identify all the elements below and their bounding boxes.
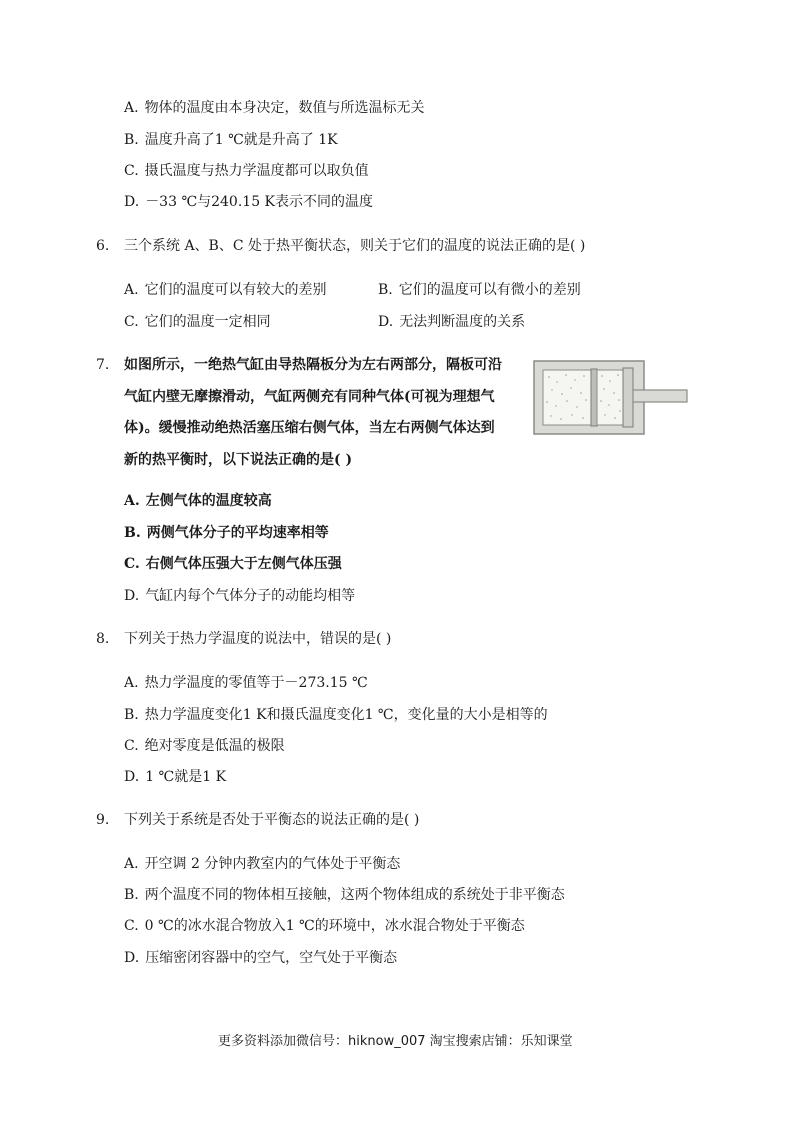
- option-text: 它们的温度可以有微小的差别: [398, 282, 581, 298]
- q8-option-c: [124, 736, 285, 756]
- option-text: 0 ℃的冰水混合物放入1 ℃的环境中，冰水混合物处于平衡态: [144, 918, 525, 934]
- option-key: A.: [124, 493, 140, 509]
- option-key: B.: [124, 707, 139, 723]
- q9-option-c: [124, 916, 525, 936]
- q6-option-c: [124, 312, 271, 332]
- option-key: D.: [378, 314, 394, 330]
- q5-option-c: [124, 161, 369, 181]
- page-footer: 更多资料添加微信号：hiknow_007 淘宝搜索店铺：乐知课堂: [218, 1034, 573, 1049]
- option-key: C.: [124, 556, 140, 572]
- q9-number: 9.: [96, 812, 110, 828]
- option-text: 它们的温度可以有较大的差别: [144, 282, 327, 298]
- q8-number: 8.: [96, 631, 110, 647]
- option-key: D.: [124, 588, 140, 604]
- option-key: C.: [124, 314, 139, 330]
- right-chamber: [597, 370, 623, 425]
- option-key: C.: [124, 738, 139, 754]
- q9-option-d: [124, 948, 397, 968]
- q6-option-d: [378, 312, 525, 332]
- option-key: C.: [124, 163, 139, 179]
- q7-stem-line-1: 如图所示，一绝热气缸由导热隔板分为左右两部分，隔板可沿: [124, 357, 502, 373]
- option-text: 两个温度不同的物体相互接触，这两个物体组成的系统处于非平衡态: [144, 887, 565, 903]
- q7-option-d: [124, 586, 355, 606]
- q9-option-a: [124, 854, 400, 874]
- piston-rod: [633, 390, 687, 402]
- option-text: 热力学温度的零值等于－273.15 ℃: [144, 675, 368, 691]
- option-text: 无法判断温度的关系: [399, 314, 526, 330]
- option-key: D.: [124, 769, 140, 785]
- q5-option-a: [124, 98, 425, 118]
- option-text: 物体的温度由本身决定，数值与所选温标无关: [144, 100, 425, 116]
- cylinder-diagram: [533, 360, 688, 435]
- option-key: A.: [124, 675, 139, 691]
- q7-option-c: [124, 554, 342, 574]
- q5-option-b: [124, 130, 338, 150]
- option-key: B.: [124, 887, 139, 903]
- piston: [623, 368, 633, 427]
- option-key: A.: [124, 100, 139, 116]
- option-key: B.: [124, 525, 141, 541]
- option-text: 左侧气体的温度较高: [145, 493, 272, 509]
- q6-number: 6.: [96, 238, 110, 254]
- q7-option-a: [124, 491, 272, 511]
- q8-stem: 下列关于热力学温度的说法中，错误的是( ): [124, 631, 392, 647]
- option-text: 压缩密闭容器中的空气，空气处于平衡态: [145, 950, 398, 966]
- option-text: 温度升高了1 ℃就是升高了 1K: [144, 132, 338, 148]
- q7-stem-line-2: 气缸内壁无摩擦滑动，气缸两侧充有同种气体(可视为理想气: [124, 389, 495, 405]
- option-text: 热力学温度变化1 K和摄氏温度变化1 ℃，变化量的大小是相等的: [144, 707, 548, 723]
- partition-board: [591, 369, 597, 426]
- option-text: 1 ℃就是1 K: [145, 769, 227, 785]
- option-key: C.: [124, 918, 139, 934]
- left-chamber: [543, 370, 591, 425]
- option-key: B.: [378, 282, 393, 298]
- option-key: A.: [124, 282, 139, 298]
- q9-option-b: [124, 885, 565, 905]
- q6-option-a: [124, 280, 327, 300]
- q7-stem-line-4: 新的热平衡时，以下说法正确的是( ): [124, 452, 353, 468]
- option-text: 两侧气体分子的平均速率相等: [146, 525, 329, 541]
- q7-stem-line-3: 体)。缓慢推动绝热活塞压缩右侧气体，当左右两侧气体达到: [124, 420, 495, 436]
- q9-stem: 下列关于系统是否处于平衡态的说法正确的是( ): [124, 812, 420, 828]
- option-text: －33 ℃与240.15 K表示不同的温度: [145, 194, 374, 210]
- option-text: 右侧气体压强大于左侧气体压强: [145, 556, 342, 572]
- option-key: D.: [124, 950, 140, 966]
- option-text: 开空调 2 分钟内教室内的气体处于平衡态: [144, 856, 401, 872]
- q6-stem: 三个系统 A、B、C 处于热平衡状态，则关于它们的温度的说法正确的是( ): [124, 238, 586, 254]
- option-text: 气缸内每个气体分子的动能均相等: [145, 588, 356, 604]
- option-text: 它们的温度一定相同: [144, 314, 271, 330]
- option-key: D.: [124, 194, 140, 210]
- q8-option-b: [124, 705, 548, 725]
- q7-option-b: [124, 523, 329, 543]
- q7-number: 7.: [96, 357, 110, 373]
- option-key: A.: [124, 856, 139, 872]
- q8-option-a: [124, 673, 368, 693]
- q5-option-d: [124, 192, 373, 212]
- option-key: B.: [124, 132, 139, 148]
- option-text: 绝对零度是低温的极限: [144, 738, 285, 754]
- option-text: 摄氏温度与热力学温度都可以取负值: [144, 163, 369, 179]
- q8-option-d: [124, 767, 226, 787]
- q6-option-b: [378, 280, 581, 300]
